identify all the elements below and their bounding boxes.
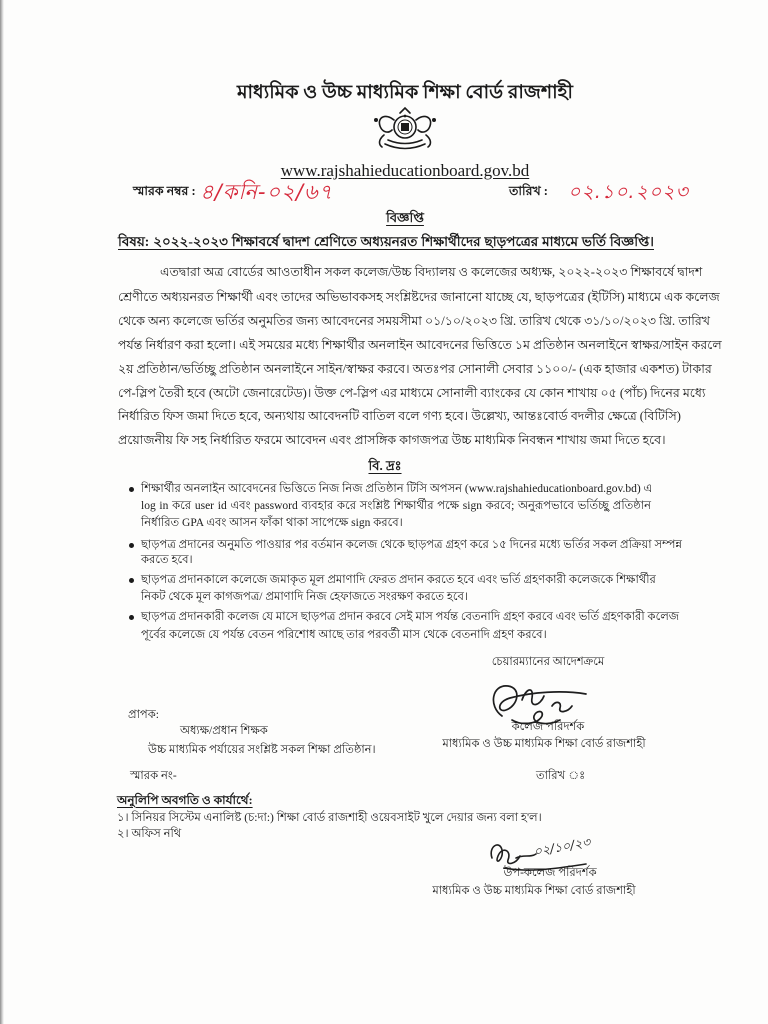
bullet-line: পূর্বের কলেজে যে পর্যন্ত বেতন পরিশোধ আছে তার পরবর্তী মাস থেকে বেতনাদি গ্রহণ করবে। [141, 629, 547, 641]
signatory-designation: উপ-কলেজ পরিদর্শক [503, 867, 597, 879]
body-line: প্রয়োজনীয় ফি সহ নির্ধারিত ফরমে আবেদন এবং প্রাসঙ্গিক কাগজপত্র উচ্চ মাধ্যমিক নিবন্ধন শাখায় জমা দিতে হবে। [118, 433, 666, 447]
bullet-line: করতে হবে। [141, 554, 193, 566]
signatory-designation: কলেজ পরিদর্শক [511, 721, 585, 733]
bullet-line: ছাড়পত্র প্রদানকারী কলেজ যে মাসে ছাড়পত্র প্রদান করবে সেই মাস পর্যন্ত বেতনাদি গ্রহণ করবে এবং ভর্তি গ্রহণকারী কলেজ [141, 611, 680, 623]
body-line: এতদ্বারা অত্র বোর্ডের আওতাধীন সকল কলেজ/উচ্চ বিদ্যালয় ও কলেজের অধ্যক্ষ, ২০২২-২০২৩ শিক্ষাবর্ষে দ্বাদশ [160, 265, 703, 279]
copy-item: ২। অফিস নথি [117, 828, 182, 840]
bullet-dot [129, 487, 134, 492]
memo-number-handwritten: ৪/কনি-০২/৬৭ [200, 180, 334, 204]
body-line: থেকে অন্য কলেজে ভর্তির অনুমতির জন্য আবেদনের সময়সীমা ০১/১০/২০২৩ খ্রি. তারিখ থেকে ৩১/১০/২০২৩ খ্রি. তারিখ [118, 314, 710, 328]
board-website: www.rajshahieducationboard.gov.bd [280, 161, 530, 180]
chairman-order-line: চেয়ারম্যানের আদেশক্রমে [491, 656, 605, 668]
body-line: পর্যন্ত নির্ধারণ করা হলো। এই সময়ের মধ্যে শিক্ষার্থীর অনলাইন আবেদনের ভিত্তিতে ১ম প্রতিষ্ঠান অনলাইনে স্বাক্ষর/সাইন করলে [118, 338, 722, 352]
bullet-line: নির্ধারিত GPA এবং আসন ফাঁকা থাকা সাপেক্ষে sign করবে। [141, 517, 403, 529]
bullet-dot [129, 543, 134, 548]
note-heading: বি. দ্রঃ [368, 458, 402, 473]
recipient-line: উচ্চ মাধ্যমিক পর্যায়ের সংশ্লিষ্ট সকল শিক্ষা প্রতিষ্ঠান। [148, 744, 376, 756]
memo-number-label: স্মারক নম্বর : [133, 184, 196, 198]
memo2-date-label: তারিখ ঃ [536, 770, 586, 782]
bullet-line: নিকট থেকে মূল কাগজপত্র/ প্রমাণাদি নিজ হেফাজতে সংরক্ষণ করতে হবে। [141, 591, 469, 603]
notice-heading: বিজ্ঞপ্তি [386, 210, 424, 225]
body-line: ২য় প্রতিষ্ঠান/ভর্তিচ্ছু প্রতিষ্ঠান অনলাইনে সাইন/স্বাক্ষর করবে। অতঃপর সোনালী সেবার ১১০০/- (এক হাজার একশত) টাকার [118, 362, 712, 376]
signatory-office: মাধ্যমিক ও উচ্চ মাধ্যমিক শিক্ষা বোর্ড রাজশাহী [442, 738, 646, 750]
body-line: পে-স্লিপ তৈরী হবে (অটো জেনারেটেড)। উক্ত পে-স্লিপ এর মাধ্যমে সোনালী ব্যাংকের যে কোন শাখায় ০৫ (পাঁচ) দিনের মধ্যে [118, 386, 706, 400]
memo2-label: স্মারক নং- [130, 770, 177, 782]
memo-date-label: তারিখ : [509, 184, 548, 198]
memo-date-handwritten: ০২.১০.২০২৩ [568, 181, 689, 203]
bullet-line: log in করে user id এবং password ব্যবহার করে সংশ্লিষ্ট শিক্ষার্থীর পক্ষে sign করবে; অনুরূপভাবে ভর্তিচ্ছু প্রতিষ্ঠান [141, 500, 651, 512]
copy-item: ১। সিনিয়র সিস্টেম এনালিষ্ট (চ:দা:) শিক্ষা বোর্ড রাজশাহী ওয়েবসাইট খুলে দেয়ার জন্য বলা হ'ল। [117, 812, 542, 824]
bullet-line: শিক্ষার্থীর অনলাইন আবেদনের ভিত্তিতে নিজ নিজ প্রতিষ্ঠান টিসি অপসন (www.rajshahieducationboard.gov.bd) এ [141, 483, 653, 495]
signatory-office: মাধ্যমিক ও উচ্চ মাধ্যমিক শিক্ষা বোর্ড রাজশাহী [432, 885, 636, 897]
bullet-dot [129, 615, 134, 620]
copies-heading: অনুলিপি অবগতি ও কার্যার্থে: [117, 793, 253, 807]
recipient-label: প্রাপক: [128, 709, 159, 721]
scan-edge-shadow [0, 0, 4, 1024]
board-title: মাধ্যমিক ও উচ্চ মাধ্যমিক শিক্ষা বোর্ড রাজশাহী [236, 82, 573, 103]
signature-handwritten-date: ০২/১০/২৩ [532, 834, 592, 859]
bullet-line: ছাড়পত্র প্রদানের অনুমতি পাওয়ার পর বর্তমান কলেজ থেকে ছাড়পত্র গ্রহণ করে ১৫ দিনের মধ্যে ভর্তির সকল প্রক্রিয়া সম্পন্ন [141, 539, 682, 551]
recipient-line: অধ্যক্ষ/প্রধান শিক্ষক [180, 725, 268, 737]
bullet-line: ছাড়পত্র প্রদানকালে কলেজে জমাকৃত মূল প্রমাণাদি ফেরত প্রদান করতে হবে এবং ভর্তি গ্রহণকারী কলেজকে শিক্ষার্থীর [141, 574, 656, 586]
body-line: নির্ধারিত ফিস জমা দিতে হবে, অন্যথায় আবেদনটি বাতিল বলে গণ্য হবে। উল্লেখ্য, আন্তঃবোর্ড বদলীর ক্ষেত্রে (বিটিসি) [118, 409, 681, 423]
body-line: শ্রেণীতে অধ্যয়নরত শিক্ষার্থী এবং তাদের অভিভাবকসহ সংশ্লিষ্টদের জানানো যাচ্ছে যে, ছাড়পত্রের (ইটিসি) মাধ্যমে এক কলেজ [118, 290, 720, 304]
bullet-dot [129, 578, 134, 583]
education-board-seal-icon [372, 106, 438, 154]
notice-subject: বিষয়: ২০২২-২০২৩ শিক্ষাবর্ষে দ্বাদশ শ্রেণিতে অধ্যয়নরত শিক্ষার্থীদের ছাড়পত্রের মাধ্যমে ভর্তি বিজ্ঞপ্তি। [118, 234, 654, 249]
